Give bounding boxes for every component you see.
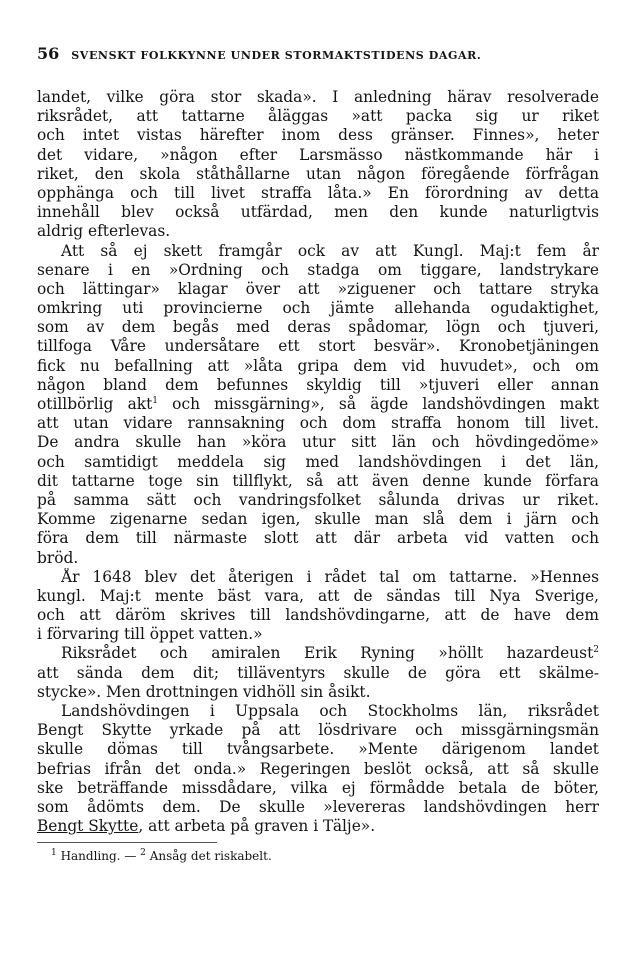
text-line: De andra skulle han »köra utur sitt län och hövdingedöme» [37, 433, 599, 452]
text-line: ske beträffande missdådare, vilka ej förmådde betala de böter, [37, 778, 599, 797]
text-segment: otillbörlig akt [37, 395, 153, 413]
text-line: föra dem till närmaste slott att där arbeta vid vatten och [37, 529, 599, 548]
text-line: Bengt Skytte yrkade på att lösdrivare och missgärningsmän [37, 721, 599, 740]
underlined-name: Bengt Skytte [37, 817, 139, 836]
text-line: skulle dömas till tvångsarbete. »Mente därigenom landet [37, 740, 599, 759]
text-line: och att däröm skrives till landshövdingarne, att de have dem [37, 606, 599, 625]
text-line: att sända dem dit; tilläventyrs skulle de göra ett skälme- [37, 663, 599, 682]
text-line: aldrig efterlevas. [37, 222, 171, 241]
footnote-reference-2: 2 [593, 645, 599, 656]
running-title: SVENSKT FOLKKYNNE UNDER STORMAKTSTIDENS DAGAR. [71, 49, 482, 62]
text-segment: , att arbeta på graven i Tälje». [138, 817, 376, 836]
text-line: Landshövdingen i Uppsala och Stockholms län, riksrådet [61, 702, 599, 720]
footnote-marker-2: 2 [140, 848, 146, 859]
text-line: stycke». Men drottningen vidhöll sin åsikt. [37, 682, 371, 701]
footnote-separator [37, 842, 217, 843]
footnote-text-2: Ansåg det riskabelt. [149, 849, 272, 864]
text-line: kungl. Maj:t mente bäst vara, att de sändas till Nya Sverige, [37, 586, 599, 605]
paragraph-1 [37, 88, 599, 242]
paragraph-4 [37, 644, 599, 702]
text-line: bröd. [37, 548, 79, 567]
text-line: riket, den skola ståthållarne utan någon föregående förfrågan [37, 164, 599, 183]
body-text [37, 88, 599, 836]
text-line: opphänga och till livet straffa låta.» En förordning av detta [37, 183, 599, 202]
footnote-dash: — [124, 849, 137, 864]
page-header [37, 44, 599, 70]
text-line: det vidare, »någon efter Larsmässo nästkommande här i [37, 145, 599, 164]
text-line: befrias ifrån det onda.» Regeringen beslöt också, att så skulle [37, 759, 599, 778]
text-line [37, 817, 599, 836]
text-line: att utan vidare rannsakning och dom straffa honom till livet. [37, 414, 599, 433]
footnote-reference-1: 1 [152, 395, 158, 406]
text-line: som ådömts dem. De skulle »levereras landshövdingen herr [37, 797, 599, 816]
text-segment: och missgärning», så ägde landshövdingen makt [158, 395, 599, 413]
page-number: 56 [37, 44, 60, 63]
text-line: Komme zigenarne sedan igen, skulle man slå dem i järn och [37, 510, 599, 529]
text-line: Att så ej skett framgår ock av att Kungl. Maj:t fem år [61, 241, 599, 260]
text-line: som av dem begås med deras spådomar, lögn och tjuveri, [37, 318, 599, 337]
footnotes [37, 849, 599, 864]
text-line-with-footnote [37, 395, 599, 414]
footnote-marker-1: 1 [51, 848, 57, 859]
text-line: någon bland dem befunnes skyldig till »tjuveri eller annan [37, 375, 599, 394]
text-line: tillfoga Våre undersåtare ett stort besvär». Kronobetjäningen [37, 337, 599, 356]
text-line: och samtidigt meddela sig med landshövdingen i det län, [37, 452, 599, 471]
text-line: dit tattarne toge sin tillflykt, så att även denne kunde förfara [37, 471, 599, 490]
text-line: innehåll blev också utfärdad, men den kunde naturligtvis [37, 203, 599, 222]
paragraph-3 [37, 568, 599, 645]
text-line: omkring uti provincierne och jämte allehanda ogudaktighet, [37, 299, 599, 318]
text-line-with-footnote [37, 644, 599, 663]
text-line: År 1648 blev det återigen i rådet tal om tattarne. »Hennes [61, 567, 599, 586]
text-line: på samma sätt och vandringsfolket sålunda drivas ur riket. [37, 490, 599, 509]
book-page [37, 44, 599, 864]
text-line: fick nu befallning att »låta gripa dem vid huvudet», och om [37, 356, 599, 375]
text-line: senare i en »Ordning och stadga om tiggare, landstrykare [37, 260, 599, 279]
text-line: riksrådet, att tattarne åläggas »att packa sig ur riket [37, 107, 599, 126]
paragraph-5 [37, 702, 599, 836]
text-line: i förvaring till öppet vatten.» [37, 625, 263, 644]
text-line: och intet vistas härefter inom dess gränser. Finnes», heter [37, 126, 599, 145]
text-segment: Riksrådet och amiralen Erik Ryning »höllt hazardeust [61, 644, 594, 663]
footnote-text-1: Handling. [60, 849, 121, 864]
paragraph-2 [37, 242, 599, 568]
text-line: landet, vilke göra stor skada». I anledning härav resolverade [37, 88, 599, 106]
text-line: och lättingar» klagar över att »ziguener och tattare stryka [37, 279, 599, 298]
